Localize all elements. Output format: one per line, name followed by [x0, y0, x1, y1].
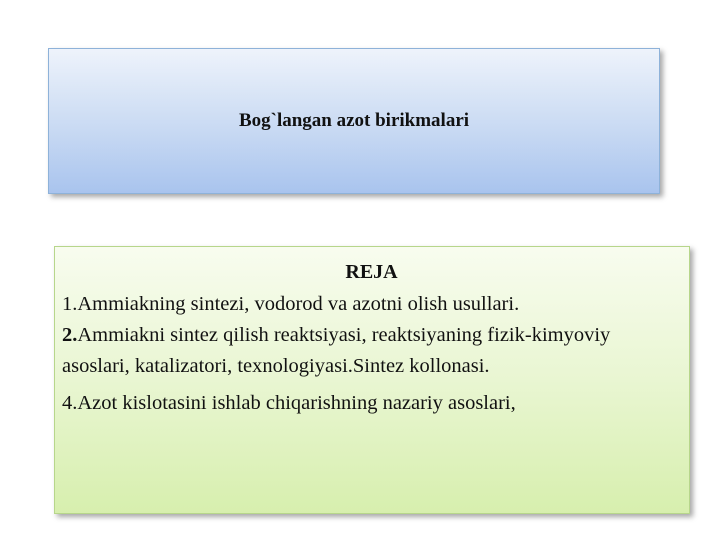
- list-item: [62, 388, 681, 419]
- content-heading: REJA: [345, 261, 398, 283]
- title-box: [48, 48, 660, 194]
- list-item: [62, 289, 681, 320]
- list-item: [62, 320, 681, 382]
- content-box: [54, 246, 690, 514]
- item-number: 2.: [62, 324, 78, 346]
- item-text: Ammiakni sintez qilish reaktsiyasi, reaktsiyaning fizik-kimyoviy asoslari, katalizatori, texnologiyasi.Sintez kollonasi.: [62, 324, 611, 377]
- item-text: Azot kislotasini ishlab chiqarishning nazariy asoslari,: [77, 392, 516, 414]
- item-number: 4.: [62, 392, 78, 414]
- slide-title: Bog`langan azot birikmalari: [238, 110, 470, 131]
- item-number: 1.: [62, 293, 78, 315]
- item-text: Ammiakning sintezi, vodorod va azotni olish usullari.: [77, 293, 520, 315]
